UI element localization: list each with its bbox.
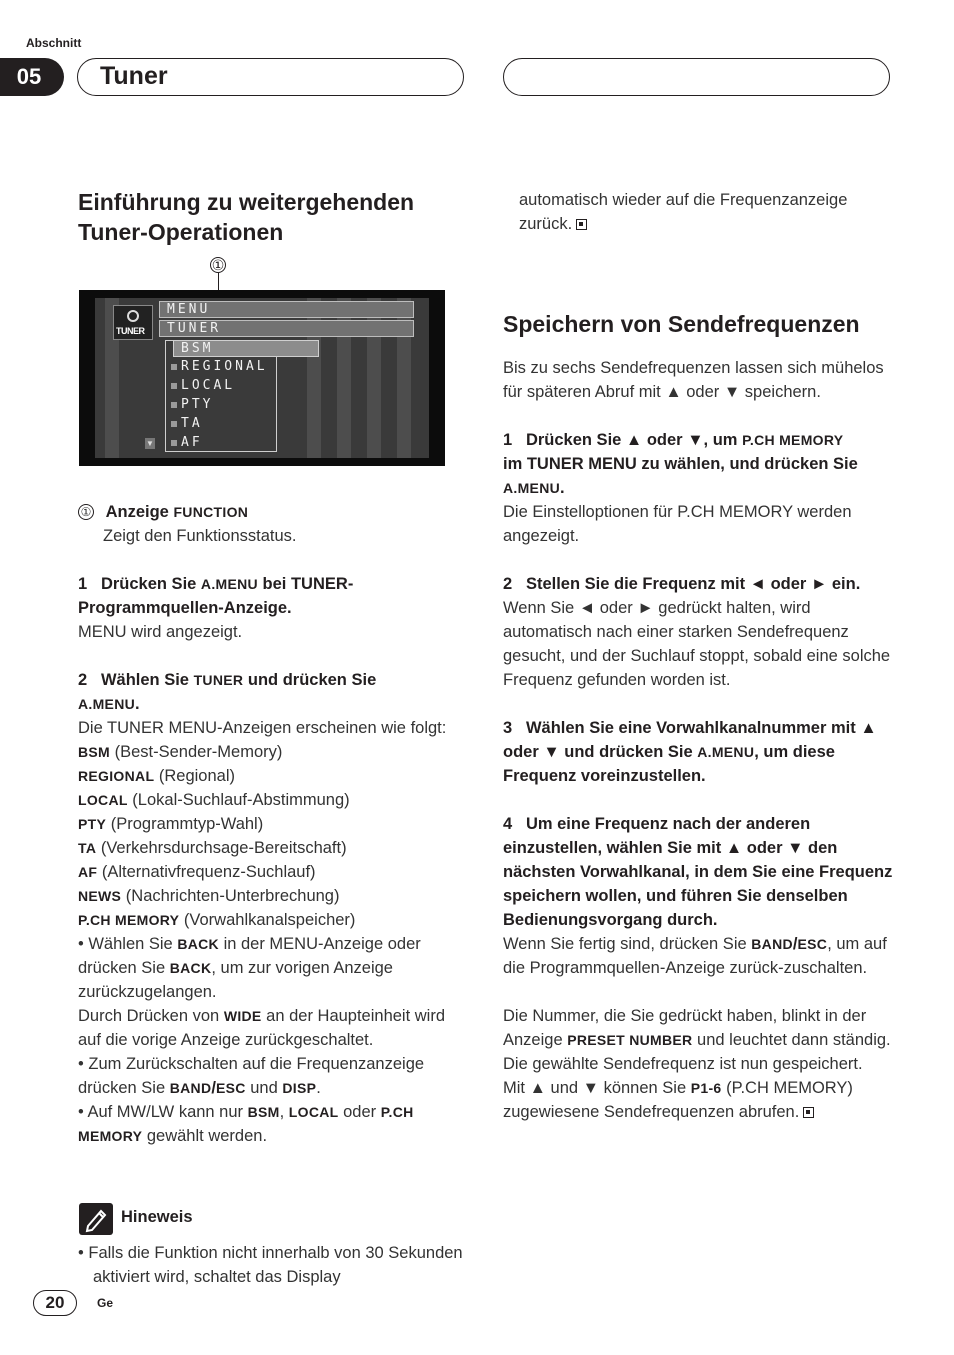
step-1-body: Die Einstelloptionen für P.CH MEMORY werden angezeigt. <box>503 503 852 545</box>
bullet-mw-lw: • Auf MW/LW kann nur BSM, LOCAL oder P.CH MEMORY gewählt werden. <box>78 1103 414 1145</box>
menu-list-item: P.CH MEMORY (Vorwahlkanalspeicher) <box>78 911 356 929</box>
menu-list-item: REGIONAL (Regional) <box>78 767 236 785</box>
display-tuner-text: TUNER <box>167 321 222 336</box>
menu-list-item: BSM (Best-Sender-Memory) <box>78 743 283 761</box>
menu-list-item: NEWS (Nachrichten-Unterbrechung) <box>78 887 340 905</box>
tuner-icon-label: TUNER <box>116 326 145 336</box>
legend-number: ① <box>78 504 94 520</box>
preset-paragraph: Die Nummer, die Sie gedrückt haben, blinkt in der Anzeige PRESET NUMBER und leuchtet dann ständig. Die gewählte Sendefrequenz ist nun gespeichert. <box>503 1007 891 1073</box>
left-column-text <box>78 500 470 1148</box>
display-item: PTY <box>181 397 214 412</box>
intro-paragraph: Bis zu sechs Sendefrequenzen lassen sich mühelos für späteren Abruf mit ▲ oder ▼ speichern. <box>503 359 884 401</box>
display-screen <box>95 298 429 458</box>
display-item: BSM <box>181 341 214 356</box>
menu-list-item: LOCAL (Lokal-Suchlauf-Abstimmung) <box>78 791 350 809</box>
right-column-text <box>503 356 895 1124</box>
note-label: Hineweis <box>121 1208 193 1226</box>
step-1-heading: 1 Drücken Sie A.MENU bei TUNER-Programmquellen-Anzeige. <box>78 575 354 617</box>
display-item-marker <box>171 364 177 370</box>
section-label: Abschnitt <box>26 36 82 50</box>
step-4-body: Wenn Sie fertig sind, drücken Sie BAND/ESC, um auf die Programmquellen-Anzeige zurück-zuschalten. <box>503 935 887 977</box>
section-heading-memory: Speichern von Sendefrequenzen <box>503 311 860 337</box>
bullet-frequency: • Zum Zurückschalten auf die Frequenzanzeige drücken Sie BAND/ESC und DISP. <box>78 1055 425 1097</box>
step-2-heading: 2 Wählen Sie TUNER und drücken Sie A.MENU. <box>78 671 377 713</box>
display-item: LOCAL <box>181 378 236 393</box>
recall-paragraph: Mit ▲ und ▼ können Sie P1-6 (P.CH MEMORY) zugewiesene Sendefrequenzen abrufen. <box>503 1079 853 1121</box>
display-item: AF <box>181 435 203 450</box>
menu-list-item: AF (Alternativfrequenz-Suchlauf) <box>78 863 316 881</box>
tuner-antenna-icon <box>113 305 153 340</box>
step-1-heading: 1 Drücken Sie ▲ oder ▼, um P.CH MEMORY im TUNER MENU zu wählen, und drücken Sie A.MENU. <box>503 431 858 497</box>
menu-list-item: TA (Verkehrsdurchsage-Bereitschaft) <box>78 839 347 857</box>
note-text <box>78 1241 470 1289</box>
wide-paragraph: Durch Drücken von WIDE an der Haupteinheit wird auf die vorige Anzeige zurückgeschaltet. <box>78 1007 446 1049</box>
display-item: REGIONAL <box>181 359 268 374</box>
note-pencil-icon <box>79 1203 113 1235</box>
legend-description: Zeigt den Funktionsstatus. <box>103 527 297 545</box>
step-1-body: MENU wird angezeigt. <box>78 623 243 641</box>
display-item: TA <box>181 416 203 431</box>
display-menu-text: MENU <box>167 302 211 317</box>
legend-item: ① Anzeige FUNCTION <box>78 500 470 524</box>
end-stop-icon <box>576 219 587 230</box>
section-heading-intro: Einführung zu weitergehenden Tuner-Operationen <box>78 189 415 245</box>
page-number: 20 <box>33 1290 77 1316</box>
scroll-down-icon: ▼ <box>146 439 154 448</box>
step-3-heading: 3 Wählen Sie eine Vorwahlkanalnummer mit ▲ oder ▼ und drücken Sie A.MENU, um diese Frequenz voreinzustellen. <box>503 719 877 785</box>
menu-list-item: PTY (Programmtyp-Wahl) <box>78 815 264 833</box>
language-code: Ge <box>97 1296 114 1310</box>
callout-marker: ① <box>211 257 225 273</box>
step-2-heading: 2 Stellen Sie die Frequenz mit ◄ oder ► ein. <box>503 575 861 593</box>
step-2-body: Die TUNER MENU-Anzeigen erscheinen wie folgt: <box>78 719 447 737</box>
display-illustration <box>79 290 445 466</box>
chapter-number-badge: 05 <box>0 58 64 96</box>
step-4-heading: 4 Um eine Frequenz nach der anderen einzustellen, wählen Sie mit ▲ oder ▼ den nächsten Vorwahlkanal, in dem Sie eine Frequenz speichern wollen, und führen Sie denselben Bedienungsvorgang durch. <box>503 815 893 929</box>
bullet-back: • Wählen Sie BACK in der MENU-Anzeige oder drücken Sie BACK, um zur vorigen Anzeige zurückzugelangen. <box>78 935 421 1001</box>
chapter-title: Tuner <box>77 58 464 96</box>
header-empty-box <box>503 58 890 96</box>
note-bullet: • Falls die Funktion nicht innerhalb von 30 Sekunden aktiviert wird, schaltet das Display <box>78 1244 463 1286</box>
step-2-body: Wenn Sie ◄ oder ► gedrückt halten, wird automatisch nach einer starken Sendefrequenz gesucht, und der Suchlauf stoppt, sobald eine solche Frequenz gefunden worden ist. <box>503 599 891 689</box>
continued-text: automatisch wieder auf die Frequenzanzeige zurück. <box>519 191 848 233</box>
end-stop-icon <box>803 1107 814 1118</box>
